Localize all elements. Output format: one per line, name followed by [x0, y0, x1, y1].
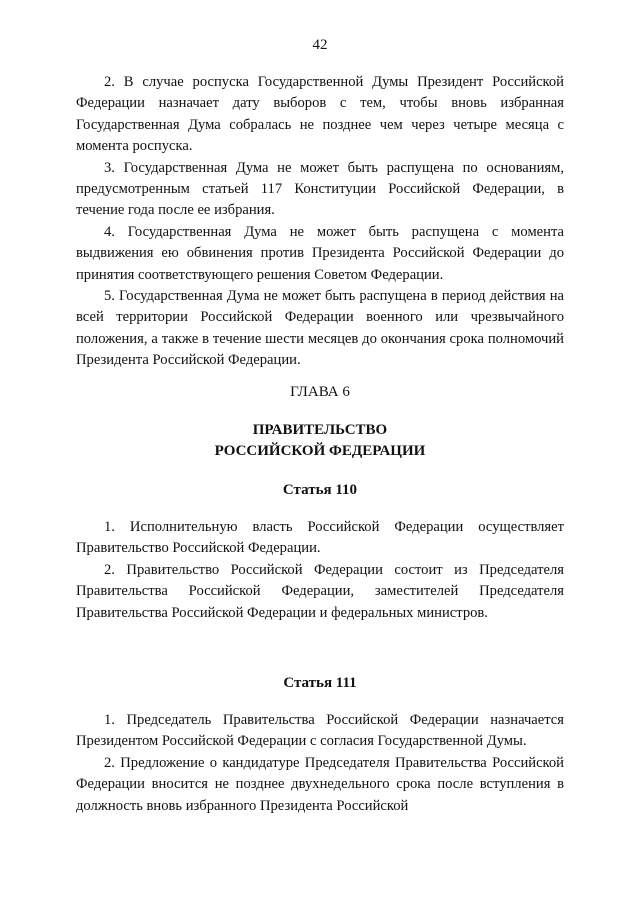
article-111-body: [76, 710, 564, 817]
paragraph: 1. Исполнительную власть Российской Федерации осуществляет Правительство Российской Федерации.: [76, 519, 564, 557]
paragraph: 2. Правительство Российской Федерации состоит из Председателя Правительства Российской Федерации, заместителей Председателя Правительства Российской Федерации и федеральных министров.: [76, 561, 564, 621]
chapter-title-line1: ПРАВИТЕЛЬСТВО: [252, 422, 388, 438]
paragraph: 2. Предложение о кандидатуре Председателя Правительства Российской Федерации вносится не позднее двухнедельного срока после вступления в должность вновь избранного Президента Российской: [76, 754, 564, 814]
chapter-title-line2: РОССИЙСКОЙ ФЕДЕРАЦИИ: [214, 443, 426, 459]
paragraph: 1. Председатель Правительства Российской Федерации назначается Президентом Российской Федерации с согласия Государственной Думы.: [76, 712, 564, 750]
article-110-heading: Статья 110: [282, 482, 358, 498]
paragraph: 2. В случае роспуска Государственной Думы Президент Российской Федерации назначает дату выборов с тем, чтобы вновь избранная Государственная Дума собралась не позднее чем через четыре месяца с момента роспуска.: [76, 74, 564, 155]
chapter-label: ГЛАВА 6: [290, 384, 350, 400]
article-110-body: [76, 517, 564, 624]
paragraph: 4. Государственная Дума не может быть распущена с момента выдвижения ею обвинения против Президента Российской Федерации до принятия соответствующего решения Советом Федерации.: [76, 223, 564, 283]
article-111-heading: Статья 111: [283, 675, 357, 691]
page-number: 42: [312, 37, 328, 53]
paragraph: 5. Государственная Дума не может быть распущена в период действия на всей территории Российской Федерации военного или чрезвычайного положения, а также в течение шести месяцев до окончания срока полномочий Президента Российской Федерации.: [76, 288, 564, 369]
article-109-continuation: [76, 72, 564, 372]
paragraph: 3. Государственная Дума не может быть распущена по основаниям, предусмотренным статьей 117 Конституции Российской Федерации, в течение года после ее избрания.: [76, 159, 564, 219]
